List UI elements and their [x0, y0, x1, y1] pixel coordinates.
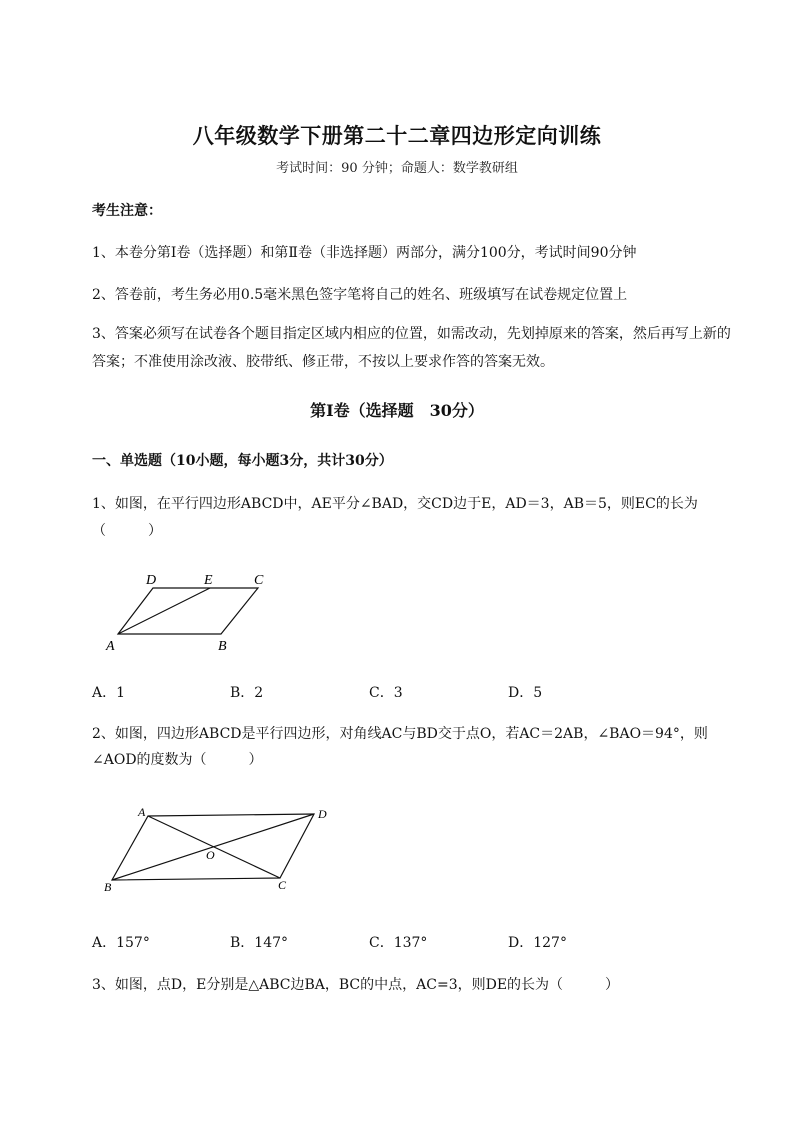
question-2-stem: 2、如图，四边形ABCD是平行四边形，对角线AC与BD交于点O，若AC＝2AB，∠BAO＝94°，则: [92, 726, 708, 742]
part-heading: 一、单选题（10小题，每小题3分，共计30分）: [92, 453, 393, 469]
section-title: 第Ⅰ卷（选择题 30分）: [310, 401, 484, 420]
label-e: E: [204, 573, 213, 588]
question-2-tail: ∠AOD的度数为（ ）: [92, 752, 263, 768]
label-c: C: [278, 878, 287, 892]
parallelogram-abcd: [118, 588, 258, 634]
notice-item-2: 2、答卷前，考生务必用0.5毫米黑色签字笔将自己的姓名、班级填写在试卷规定位置上: [92, 287, 628, 303]
question-1-figure: [98, 566, 278, 658]
q1-option-a[interactable]: A．1: [92, 685, 126, 701]
exam-info: 考试时间：90 分钟；命题人：数学教研组: [276, 161, 518, 176]
label-b: B: [104, 880, 112, 894]
question-3-stem: 3、如图，点D，E分别是△ABC边BA，BC的中点，AC=3，则DE的长为（ ）: [92, 977, 620, 993]
label-a: A: [106, 639, 115, 654]
segment-ae: [118, 588, 210, 634]
label-o: O: [206, 848, 215, 862]
question-2-figure: [98, 802, 338, 894]
notice-heading: 考生注意：: [92, 203, 162, 219]
q1-option-b[interactable]: B．2: [230, 685, 264, 701]
notice-item-1: 1、本卷分第Ⅰ卷（选择题）和第Ⅱ卷（非选择题）两部分，满分100分，考试时间90分钟: [92, 245, 637, 261]
label-c: C: [254, 573, 264, 588]
q2-option-b[interactable]: B．147°: [230, 935, 289, 951]
q1-option-d[interactable]: D．5: [508, 685, 543, 701]
label-d: D: [318, 807, 327, 821]
label-a: A: [138, 805, 146, 819]
q2-option-c[interactable]: C．137°: [369, 935, 428, 951]
label-d: D: [146, 573, 157, 588]
q2-option-d[interactable]: D．127°: [508, 935, 567, 951]
question-1-blank: （ ）: [92, 523, 162, 539]
label-b: B: [218, 639, 227, 654]
notice-item-3: 3、答案必须写在试卷各个题目指定区域内相应的位置，如需改动，先划掉原来的答案，然后再写上新的答案；不准使用涂改液、胶带纸、修正带，不按以上要求作答的答案无效。: [92, 326, 731, 370]
q1-option-c[interactable]: C．3: [369, 685, 403, 701]
question-1-stem: 1、如图，在平行四边形ABCD中，AE平分∠BAD，交CD边于E，AD＝3，AB＝5，则EC的长为: [92, 496, 698, 512]
q2-option-a[interactable]: A．157°: [92, 935, 150, 951]
page-title: 八年级数学下册第二十二章四边形定向训练: [192, 123, 602, 148]
